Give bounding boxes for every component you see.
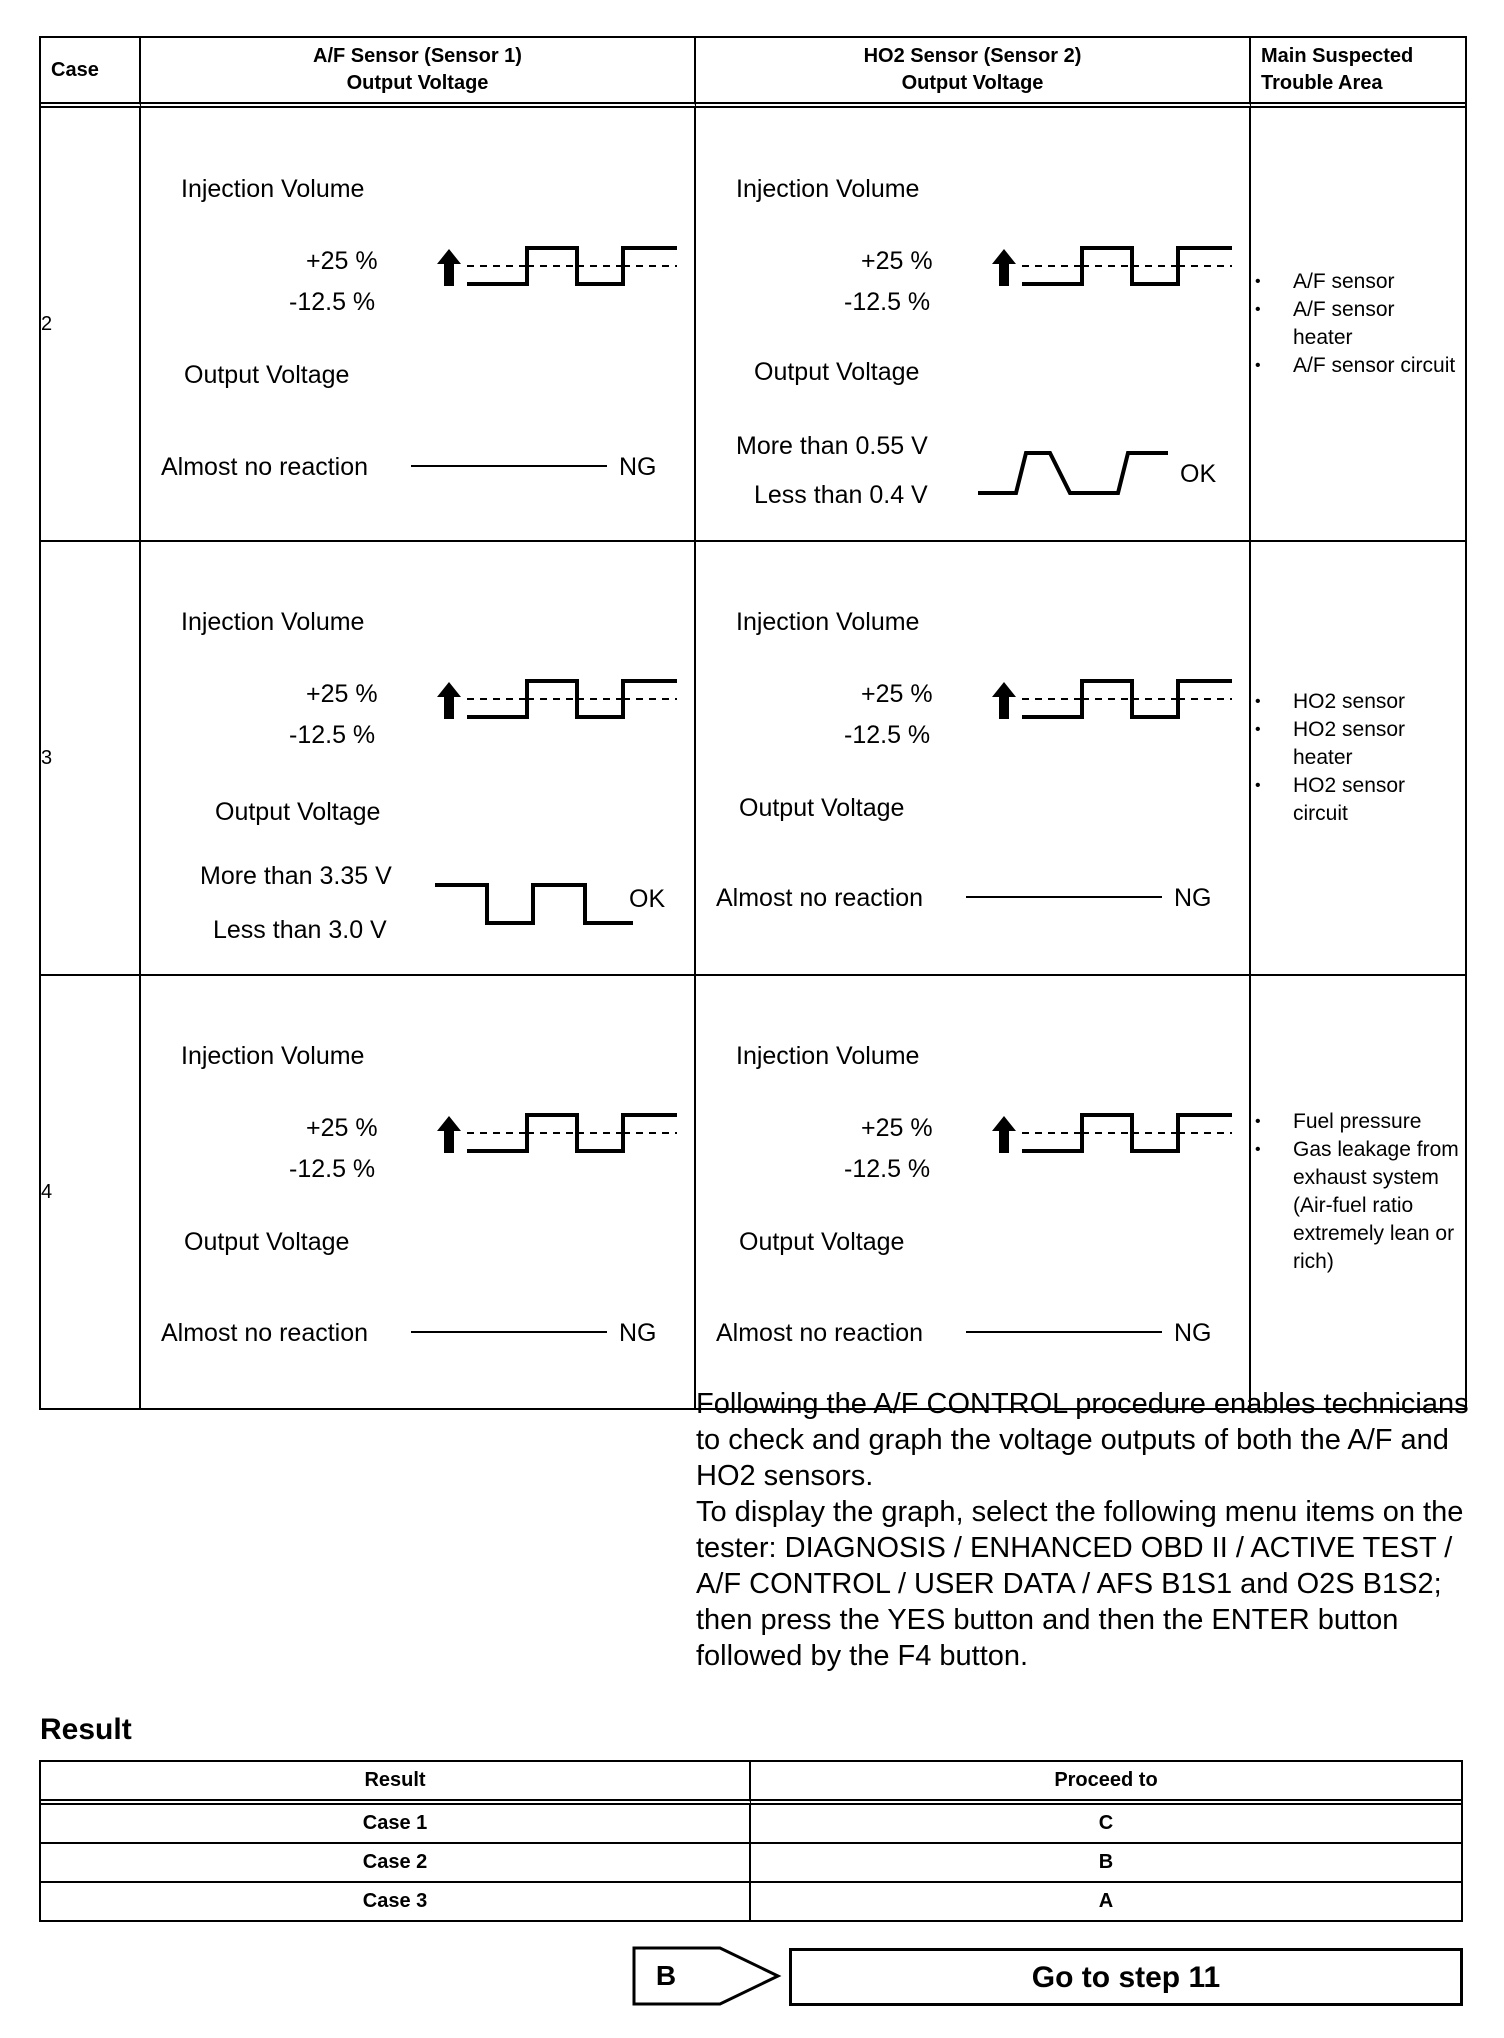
- injection-volume-label: Injection Volume: [181, 608, 365, 636]
- proceed-cell: C: [751, 1805, 1461, 1844]
- injection-high-label: +25 %: [861, 680, 933, 708]
- ho2-sensor-cell: [696, 976, 1251, 1408]
- trouble-list: [1251, 1108, 1465, 1276]
- trouble-area-cell: [1251, 542, 1465, 976]
- injection-volume-label: Injection Volume: [736, 608, 920, 636]
- af-sensor-cell: [141, 108, 696, 542]
- header-case: Case: [41, 38, 141, 108]
- header-trouble-area: [1251, 38, 1465, 108]
- trouble-item: • A/F sensor circuit: [1251, 352, 1465, 380]
- note-paragraph: To display the graph, select the following menu items on the tester: DIAGNOSIS / ENHANCED OBD II / ACTIVE TEST / A/F CONTROL / USER DATA / AFS B1S1 and O2S B1S2; then press the YES button and then the ENTER button followed by the F4 button.: [696, 1496, 1464, 1672]
- injection-low-label: -12.5 %: [289, 1155, 376, 1183]
- header-af-line2: Output Voltage: [346, 72, 489, 94]
- injection-low-label: -12.5 %: [289, 288, 376, 316]
- injection-high-label: +25 %: [861, 1114, 933, 1142]
- proceed-cell: B: [751, 1844, 1461, 1883]
- header-ho2-line2: Output Voltage: [901, 72, 1044, 94]
- trouble-list: [1251, 268, 1465, 380]
- sensor-response-waveform: [435, 880, 635, 930]
- af-sensor-cell: [141, 542, 696, 976]
- reaction-label: Almost no reaction: [161, 453, 369, 481]
- table-row: [41, 1844, 1461, 1883]
- output-voltage-label: Output Voltage: [754, 358, 920, 386]
- result-ng-label: NG: [1174, 1319, 1212, 1347]
- case-number: 3: [41, 542, 141, 976]
- header-ho2-sensor: [696, 38, 1251, 108]
- diagnosis-table: [39, 36, 1467, 1410]
- injection-volume-label: Injection Volume: [181, 175, 365, 203]
- header-row: [41, 38, 1465, 108]
- injection-waveform-icon: [992, 1113, 1232, 1163]
- voltage-low-label: Less than 0.4 V: [754, 481, 928, 509]
- injection-waveform-icon: [437, 1113, 677, 1163]
- output-voltage-label: Output Voltage: [739, 794, 905, 822]
- injection-waveform-icon: [992, 246, 1232, 296]
- result-header-row: [41, 1762, 1461, 1805]
- injection-high-label: +25 %: [306, 247, 378, 275]
- result-ng-label: NG: [619, 453, 657, 481]
- trouble-item: • Gas leakage from exhaust system (Air-fuel ratio extremely lean or rich): [1251, 1136, 1465, 1276]
- table-row-case-3: [41, 542, 1465, 976]
- output-voltage-label: Output Voltage: [184, 1228, 350, 1256]
- diagnosis-table-wrapper: [39, 36, 1463, 1410]
- proceed-cell: A: [1098, 1890, 1114, 1912]
- result-cell: Case 3: [41, 1883, 751, 1920]
- result-ng-label: NG: [619, 1319, 657, 1347]
- injection-high-label: +25 %: [306, 680, 378, 708]
- header-trouble-line1: Main Suspected: [1261, 45, 1414, 67]
- header-af-sensor: [141, 38, 696, 108]
- reaction-label: Almost no reaction: [716, 1319, 924, 1347]
- sensor-response-waveform: [978, 448, 1178, 498]
- result-heading: Result: [40, 1713, 132, 1746]
- output-voltage-label: Output Voltage: [184, 361, 350, 389]
- header-ho2-line1: HO2 Sensor (Sensor 2): [863, 45, 1082, 67]
- table-row: [41, 1805, 1461, 1844]
- injection-low-label: -12.5 %: [844, 721, 931, 749]
- injection-waveform-icon: [437, 246, 677, 296]
- output-voltage-label: Output Voltage: [215, 798, 381, 826]
- trouble-item: • A/F sensor heater: [1251, 296, 1465, 352]
- trouble-area-cell: [1251, 976, 1465, 1408]
- voltage-high-label: More than 3.35 V: [200, 862, 392, 890]
- case-number: 4: [41, 976, 141, 1408]
- result-col-header: Result: [41, 1762, 751, 1805]
- table-row-case-4: [41, 976, 1465, 1408]
- ho2-sensor-cell: [696, 108, 1251, 542]
- proceed-col-header: Proceed to: [751, 1762, 1461, 1805]
- result-ok-label: OK: [1180, 460, 1217, 488]
- trouble-item: • HO2 sensor heater: [1251, 716, 1465, 772]
- go-to-step-button[interactable]: Go to step 11: [789, 1948, 1463, 2006]
- result-ng-label: NG: [1174, 884, 1212, 912]
- flat-signal-line: [966, 1330, 1166, 1334]
- table-row-case-2: [41, 108, 1465, 542]
- result-cell: Case 1: [41, 1805, 751, 1844]
- injection-volume-label: Injection Volume: [736, 1042, 920, 1070]
- voltage-high-label: More than 0.55 V: [736, 432, 928, 460]
- injection-waveform-icon: [437, 679, 677, 729]
- step-letter: B: [655, 1960, 677, 1991]
- trouble-list: [1251, 688, 1465, 828]
- result-cell: Case 2: [41, 1844, 751, 1883]
- output-voltage-label: Output Voltage: [739, 1228, 905, 1256]
- injection-high-label: +25 %: [861, 247, 933, 275]
- injection-high-label: +25 %: [306, 1114, 378, 1142]
- reaction-label: Almost no reaction: [716, 884, 924, 912]
- reaction-label: Almost no reaction: [161, 1319, 369, 1347]
- note-paragraph: Following the A/F CONTROL procedure enables technicians to check and graph the voltage outputs of both the A/F and HO2 sensors.: [696, 1388, 1469, 1492]
- injection-low-label: -12.5 %: [844, 1155, 931, 1183]
- result-ok-label: OK: [629, 885, 666, 913]
- injection-waveform-icon: [992, 679, 1232, 729]
- flat-signal-line: [966, 895, 1166, 899]
- trouble-area-cell: [1251, 108, 1465, 542]
- table-row: [41, 1883, 1461, 1920]
- header-af-line1: A/F Sensor (Sensor 1): [313, 45, 522, 67]
- af-control-note: [696, 1386, 1476, 1674]
- af-sensor-cell: [141, 976, 696, 1408]
- flat-signal-line: [411, 464, 611, 468]
- trouble-item: • HO2 sensor: [1251, 688, 1465, 716]
- injection-volume-label: Injection Volume: [736, 175, 920, 203]
- trouble-item: • A/F sensor: [1251, 268, 1465, 296]
- trouble-item: • HO2 sensor circuit: [1251, 772, 1465, 828]
- result-table: [39, 1760, 1463, 1922]
- injection-low-label: -12.5 %: [844, 288, 931, 316]
- flat-signal-line: [411, 1330, 611, 1334]
- trouble-item: • Fuel pressure: [1251, 1108, 1465, 1136]
- case-number: 2: [41, 108, 141, 542]
- voltage-low-label: Less than 3.0 V: [213, 916, 387, 944]
- ho2-sensor-cell: [696, 542, 1251, 976]
- header-trouble-line2: Trouble Area: [1261, 72, 1383, 94]
- injection-volume-label: Injection Volume: [181, 1042, 365, 1070]
- injection-low-label: -12.5 %: [289, 721, 376, 749]
